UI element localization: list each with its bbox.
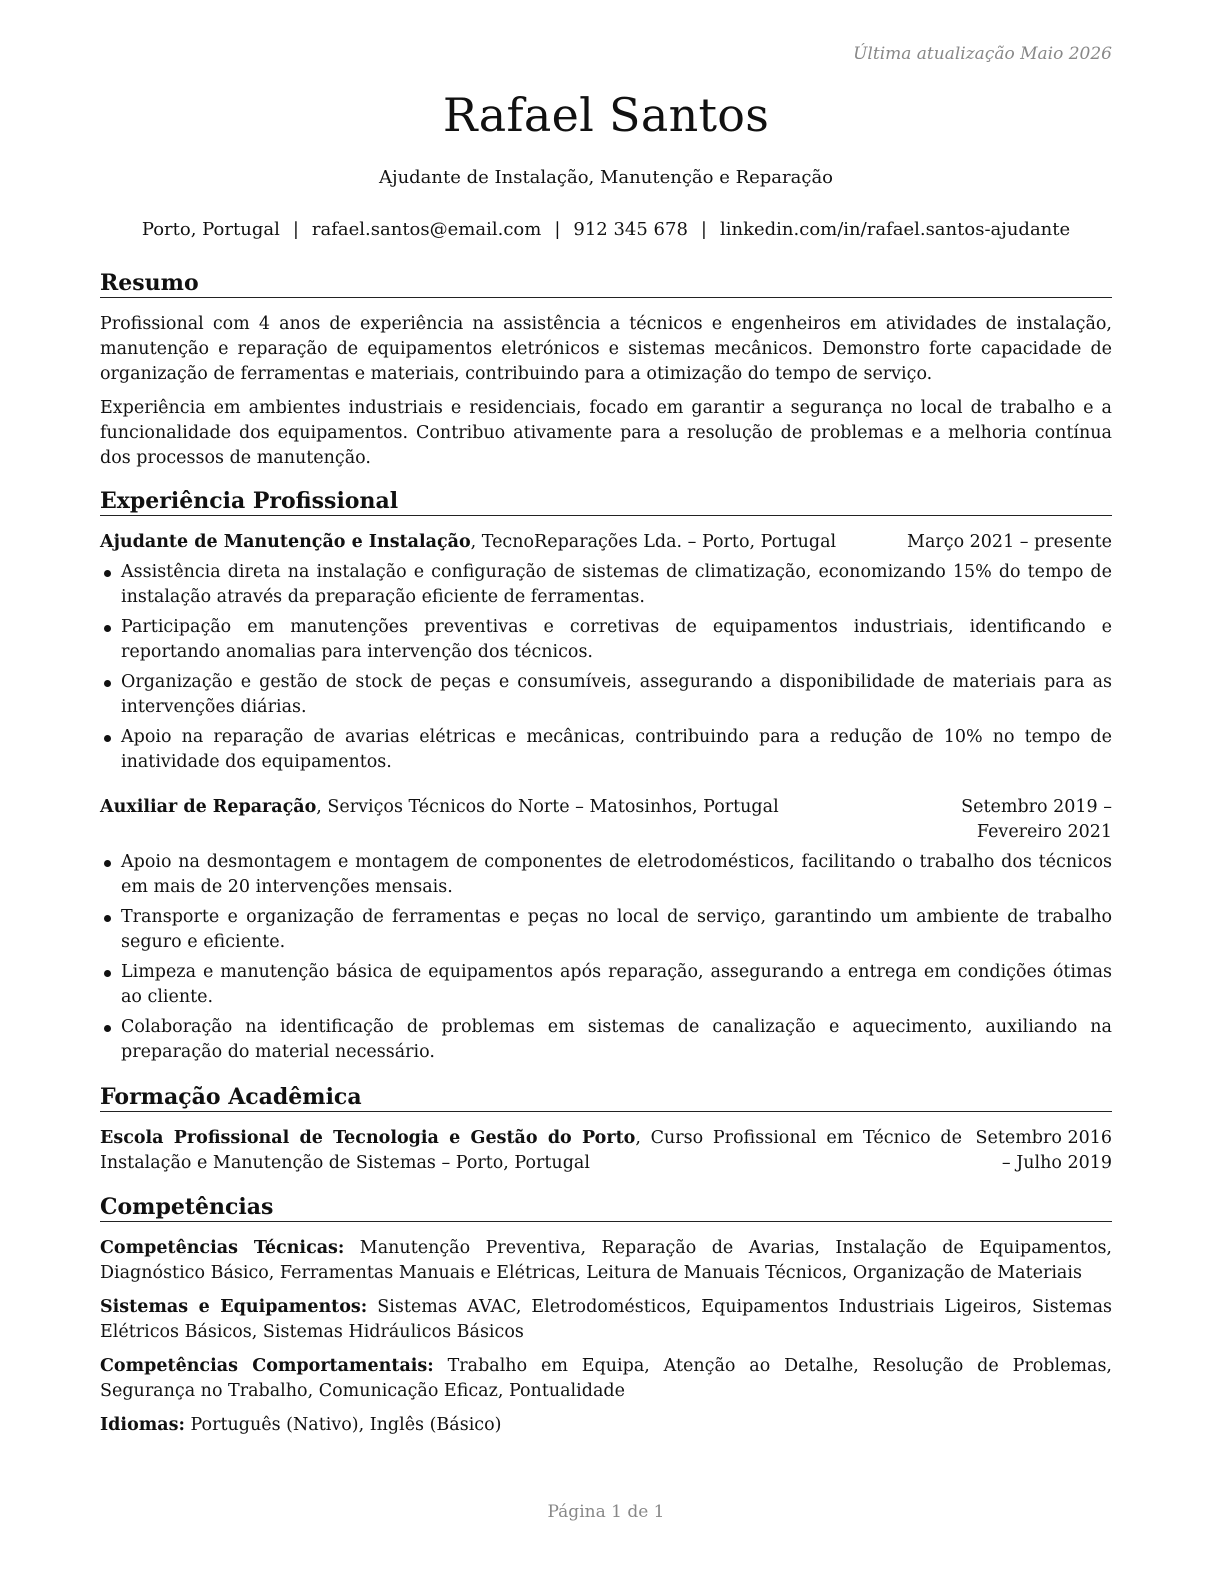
skill-label: Competências Comportamentais:: [100, 1356, 434, 1376]
education-title: Formação Acadêmica: [100, 1084, 1112, 1112]
skill-row: [100, 1236, 1112, 1286]
job-bullet: Organização e gestão de stock de peças e consumíveis, assegurando a disponibilidade de materiais para as intervenções diárias.: [100, 670, 1112, 720]
job-bullet: Colaboração na identificação de problemas em sistemas de canalização e aquecimento, auxiliando na preparação do material necessário.: [100, 1015, 1112, 1065]
education-course: , Curso Profissional em Técnico de Instalação e Manutenção de Sistemas – Porto, Portugal: [100, 1128, 962, 1173]
job-bullet: Apoio na desmontagem e montagem de componentes de eletrodomésticos, facilitando o trabalho dos técnicos em mais de 20 intervenções mensais.: [100, 850, 1112, 900]
job-bullet: Assistência direta na instalação e configuração de sistemas de climatização, economizando 15% do tempo de instalação através da preparação eficiente de ferramentas.: [100, 560, 1112, 610]
skill-label: Sistemas e Equipamentos:: [100, 1297, 368, 1317]
skill-row: [100, 1354, 1112, 1404]
job-entry: [100, 795, 1112, 1065]
skill-label: Competências Técnicas:: [100, 1238, 345, 1258]
contact-separator: |: [554, 219, 561, 240]
contact-location: Porto, Portugal: [141, 219, 280, 240]
job-bullets: [100, 850, 1112, 1065]
contact-phone[interactable]: 912 345 678: [573, 219, 688, 240]
skills-title: Competências: [100, 1194, 1112, 1222]
contact-separator: |: [292, 219, 299, 240]
job-header: [100, 795, 1112, 845]
job-header: [100, 530, 1112, 555]
job-position: Ajudante de Manutenção e Instalação: [100, 532, 471, 552]
experience-section: [100, 488, 1112, 1070]
education-entry: [100, 1126, 1112, 1176]
job-bullets: [100, 560, 1112, 775]
job-bullet: Limpeza e manutenção básica de equipamentos após reparação, assegurando a entrega em condições ótimas ao cliente.: [100, 960, 1112, 1010]
candidate-role: Ajudante de Instalação, Manutenção e Reparação: [378, 167, 834, 188]
job-company: , Serviços Técnicos do Norte – Matosinhos, Portugal: [316, 797, 779, 817]
page-number: Página 1 de 1: [547, 1502, 665, 1522]
skills-section: [100, 1194, 1112, 1447]
summary-title: Resumo: [100, 270, 1112, 298]
skill-row: [100, 1413, 1112, 1438]
education-section: [100, 1084, 1112, 1176]
experience-title: Experiência Profissional: [100, 488, 1112, 516]
skill-row: [100, 1295, 1112, 1345]
resume-page: [100, 0, 1112, 1584]
job-dates: Setembro 2019 – Fevereiro 2021: [961, 797, 1112, 842]
summary-section: [100, 270, 1112, 471]
last-updated: Última atualização Maio 2026: [853, 44, 1112, 64]
skill-value: Português (Nativo), Inglês (Básico): [184, 1415, 502, 1435]
contact-line: [100, 219, 1112, 240]
skill-value: Trabalho em Equipa, Atenção ao Detalhe, Resolução de Problemas, Segurança no Trabalho, Comunicação Eficaz, Pontualidade: [100, 1356, 1112, 1401]
job-position: Auxiliar de Reparação: [100, 797, 317, 817]
job-bullet: Apoio na reparação de avarias elétricas e mecânicas, contribuindo para a redução de 10% no tempo de inatividade dos equipamentos.: [100, 725, 1112, 775]
skill-value: Sistemas AVAC, Eletrodomésticos, Equipamentos Industriais Ligeiros, Sistemas Elétricos Básicos, Sistemas Hidráulicos Básicos: [100, 1297, 1112, 1342]
job-entry: [100, 530, 1112, 775]
summary-paragraph: Experiência em ambientes industriais e residenciais, focado em garantir a segurança no local de trabalho e a funcionalidade dos equipamentos. Contribuo ativamente para a resolução de problemas e a melhoria contínua dos processos de manutenção.: [100, 398, 1112, 468]
job-dates: Março 2021 – presente: [907, 532, 1112, 552]
education-school: Escola Profissional de Tecnologia e Gestão do Porto: [100, 1128, 636, 1148]
contact-email[interactable]: rafael.santos@email.com: [311, 219, 542, 240]
contact-linkedin[interactable]: linkedin.com/in/rafael.santos-ajudante: [719, 219, 1071, 240]
job-company: , TecnoReparações Lda. – Porto, Portugal: [470, 532, 837, 552]
skill-label: Idiomas:: [100, 1415, 185, 1435]
education-dates: Setembro 2016 – Julho 2019: [975, 1128, 1112, 1173]
job-bullet: Participação em manutenções preventivas e corretivas de equipamentos industriais, identificando e reportando anomalias para intervenção dos técnicos.: [100, 615, 1112, 665]
contact-separator: |: [700, 219, 707, 240]
skill-value: Manutenção Preventiva, Reparação de Avarias, Instalação de Equipamentos, Diagnóstico Básico, Ferramentas Manuais e Elétricas, Leitura de Manuais Técnicos, Organização de Materiais: [100, 1238, 1112, 1283]
job-bullet: Transporte e organização de ferramentas e peças no local de serviço, garantindo um ambiente de trabalho seguro e eficiente.: [100, 905, 1112, 955]
candidate-name: Rafael Santos: [442, 88, 770, 142]
summary-paragraph: Profissional com 4 anos de experiência na assistência a técnicos e engenheiros em atividades de instalação, manutenção e reparação de equipamentos eletrónicos e sistemas mecânicos. Demonstro forte capacidade de organização de ferramentas e materiais, contribuindo para a otimização do tempo de serviço.: [100, 314, 1112, 384]
